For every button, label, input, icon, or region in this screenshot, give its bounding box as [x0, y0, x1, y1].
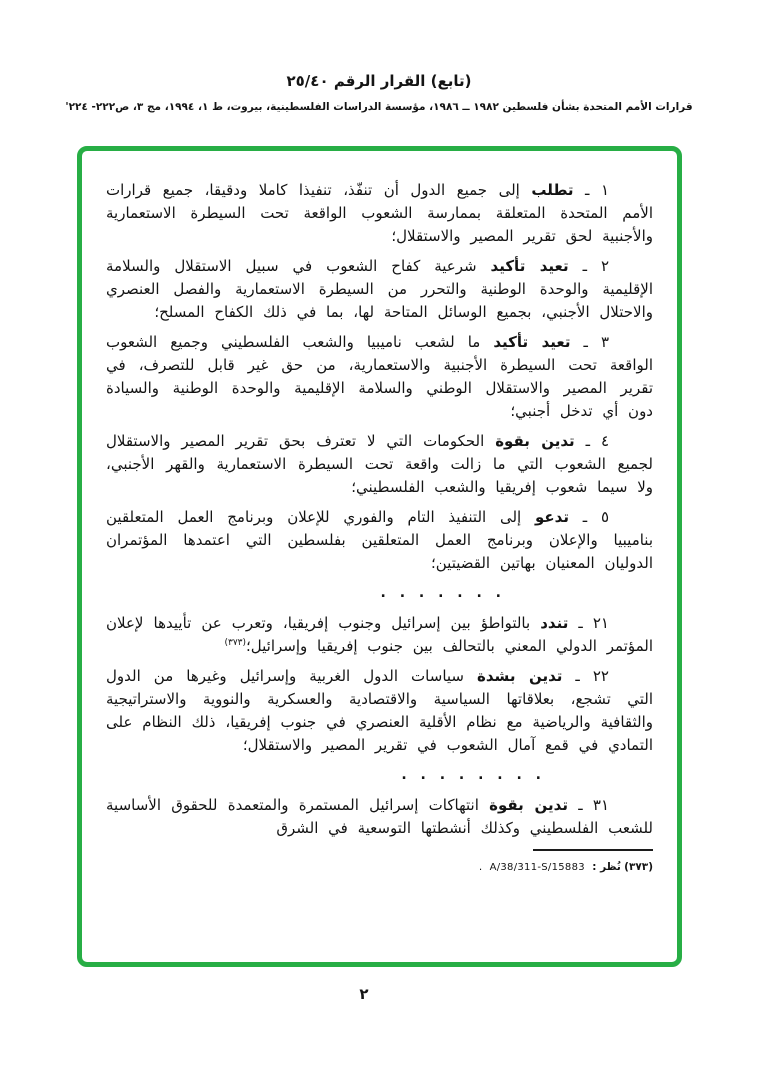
omission-dots: . . . . . . . .: [401, 767, 543, 783]
paragraph-number: ٢٢ ـ: [562, 667, 609, 685]
paragraph-number: ١ ـ: [573, 181, 609, 199]
resolution-paragraph: [106, 506, 653, 575]
resolution-paragraph: [106, 179, 653, 248]
footnote: [106, 860, 653, 875]
paragraph-lead-word: تدعو: [535, 508, 569, 526]
paragraph-number: ٤ ـ: [574, 432, 610, 450]
footnote-document-symbol: A/38/311-S/15883: [489, 862, 585, 873]
footnote-period: .: [478, 861, 483, 873]
paragraph-number: ٥ ـ: [568, 508, 609, 526]
resolution-paragraph: [106, 794, 653, 840]
paragraph-text: إلى جميع الدول أن تنفّذ، تنفيذا كاملا ودقيقا، جميع قرارات الأمم المتحدة المتعلقة بممارسة الشعوب الواقعة تحت السيطرة الاستعمارية والأجنبية لحق تقرير المصير والاستقلال؛: [106, 181, 653, 245]
paragraph-text: إلى التنفيذ التام والفوري للإعلان وبرنامج العمل المتعلقين بناميبيا والإعلان وبرنامج العمل المتعلقين بفلسطين التي اعتمدها المؤتمران الدوليان المعنيان بهاتين القضيتين؛: [106, 508, 653, 572]
omission-dots: . . . . . . .: [380, 585, 503, 601]
resolution-paragraph: [106, 430, 653, 499]
paragraph-number: ٣١ ـ: [567, 796, 610, 814]
paragraph-text: ما لشعب ناميبيا والشعب الفلسطيني وجميع الشعوب الواقعة تحت السيطرة الأجنبية والاستعمارية، من حق غير قابل للتصرف، في تقرير المصير والاستقلال الوطني والسلامة الإقليمية والوحدة الوطنية والسيادة دون أي تدخل أجنبي؛: [106, 333, 653, 420]
footnote-label: نُظر :: [592, 861, 621, 873]
paragraph-lead-word: تدين بشدة: [477, 667, 563, 685]
paragraph-text: الحكومات التي لا تعترف بحق تقرير المصير والاستقلال لجميع الشعوب التي ما زالت واقعة تحت السيطرة الاستعمارية والقهر الأجنبي، ولا سيما شعوب إفريقيا والشعب الفلسطيني؛: [106, 432, 653, 496]
footnote-divider: [533, 849, 653, 851]
footnote-marker: (٣٧٣): [624, 861, 653, 873]
source-citation: قرارات الأمم المتحدة بشأن فلسطين ١٩٨٢ ــ ١٩٨٦، مؤسسة الدراسات الفلسطينية، بيروت، ط ١، ١٩٩٤، مج ٣، ص٢٢٢- ٢٢٤': [65, 101, 693, 113]
page-title: (تابع) القرار الرقم ٢٥/٤٠: [286, 72, 472, 90]
paragraph-lead-word: تدين بقوة: [489, 796, 568, 814]
paragraph-lead-word: تعيد تأكيد: [490, 257, 569, 275]
paragraph-text: شرعية كفاح الشعوب في سبيل الاستقلال والسلامة الإقليمية والوحدة الوطنية والتحرر من السيطرة الاستعمارية والفصل العنصري والاحتلال الأجنبي، بجميع الوسائل المتاحة لها، بما في ذلك الكفاح المسلح؛: [106, 257, 653, 321]
resolution-paragraph: [106, 612, 653, 658]
paragraph-number: ٢ ـ: [568, 257, 609, 275]
paragraph-number: ٣ ـ: [570, 333, 609, 351]
paragraph-text: سياسات الدول الغربية وإسرائيل وغيرها من الدول التي تشجع، بعلاقاتها السياسية والاقتصادية والعسكرية والنووية والاستراتيجية والثقافية والرياضية مع نظام الأقلية العنصري في جنوب إفريقيا، ذلك النظام على التمادي في قمع آمال الشعوب في تقرير المصير والاستقلال؛: [106, 667, 653, 754]
paragraph-text: بالتواطؤ بين إسرائيل وجنوب إفريقيا، وتعرب عن تأييدها لإعلان المؤتمر الدولي المعني بالتحالف بين جنوب إفريقيا وإسرائيل؛: [106, 614, 653, 655]
paragraph-lead-word: تعيد تأكيد: [493, 333, 571, 351]
page-number: ٢: [359, 985, 369, 1003]
resolution-frame: [77, 146, 682, 967]
resolution-paragraph: [106, 665, 653, 757]
footnote-area: [82, 847, 677, 875]
paragraph-number: ٢١ ـ: [568, 614, 609, 632]
paragraph-text: انتهاكات إسرائيل المستمرة والمتعمدة للحقوق الأساسية للشعب الفلسطيني وكذلك أنشطتها التوسعية في الشرق: [106, 796, 653, 837]
paragraph-lead-word: تطلب: [531, 181, 574, 199]
footnote-reference-mark: (٣٧٣): [224, 638, 247, 648]
paragraph-list: [82, 151, 677, 840]
paragraph-lead-word: تدين بقوة: [495, 432, 575, 450]
resolution-paragraph: [106, 255, 653, 324]
paragraph-lead-word: تندد: [540, 614, 569, 632]
resolution-paragraph: [106, 331, 653, 423]
